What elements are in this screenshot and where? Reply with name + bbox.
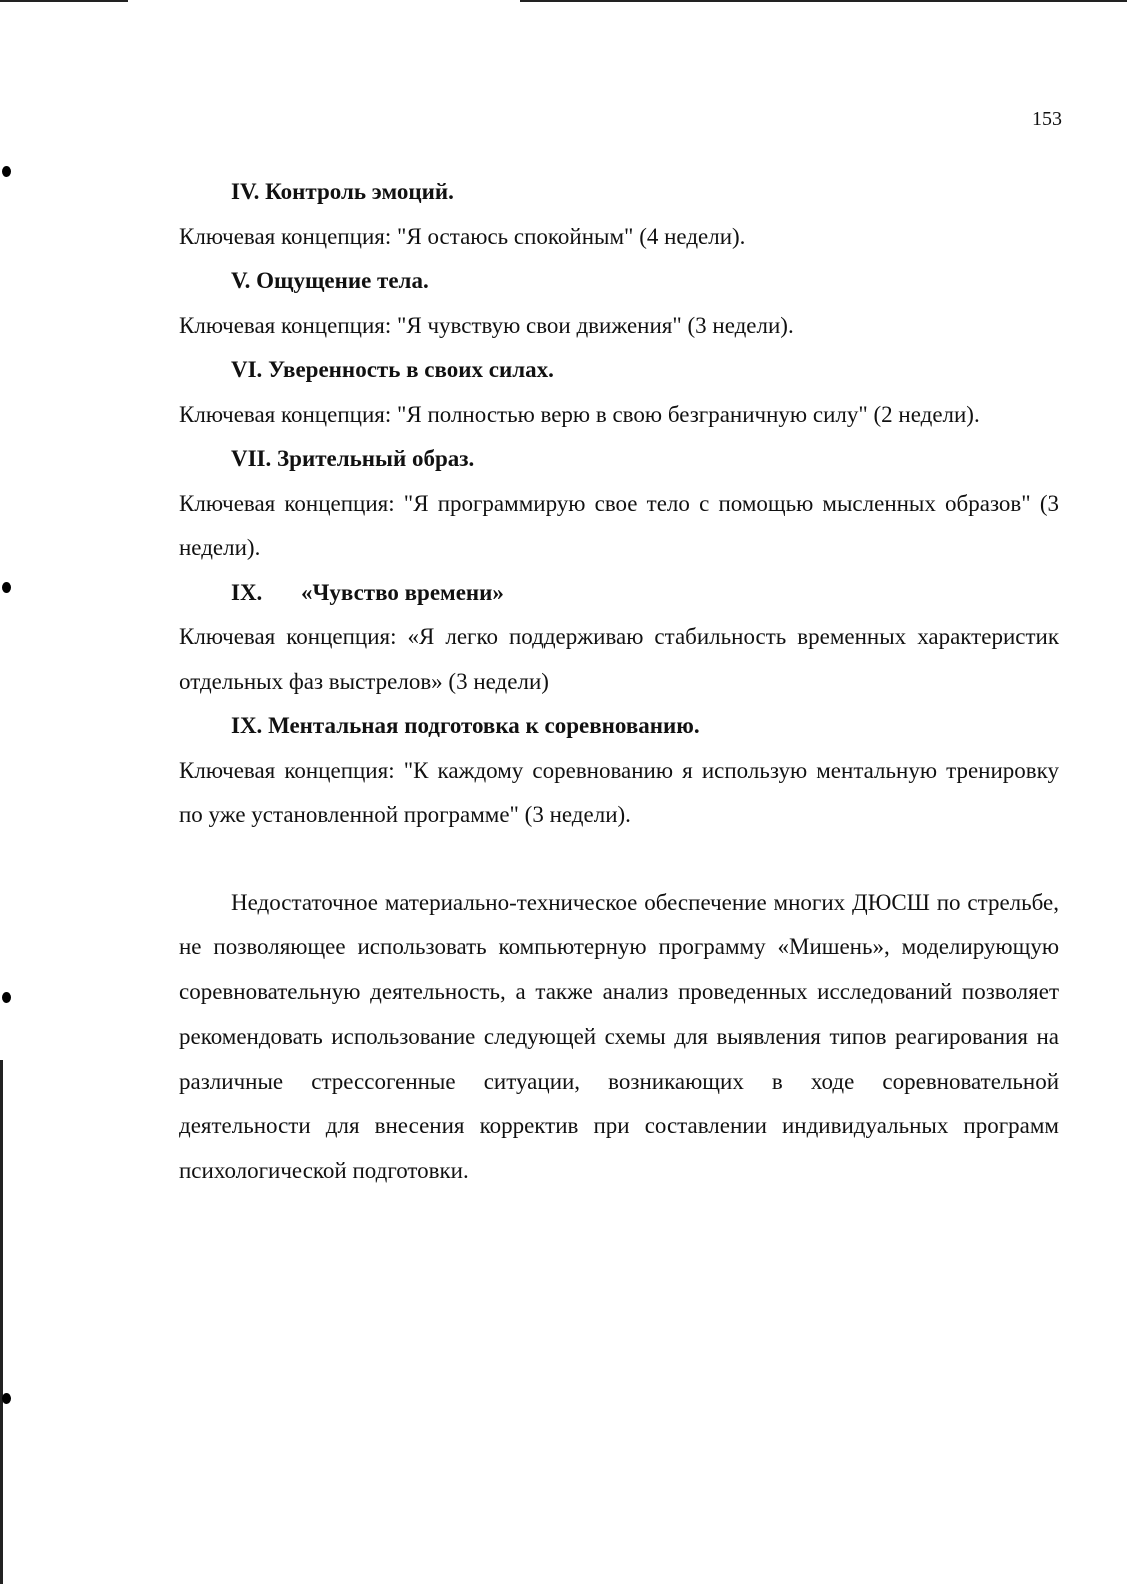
- section-heading: [179, 348, 1059, 393]
- section-title: Контроль эмоций.: [265, 179, 454, 204]
- section-heading: [179, 704, 1059, 749]
- section-title: Ощущение тела.: [256, 268, 429, 293]
- key-concept: Ключевая концепция: "Я полностью верю в свою безграничную силу" (2 недели).: [179, 401, 980, 427]
- punch-hole-mark: [2, 992, 11, 1003]
- key-concept: Ключевая концепция: "Я программирую свое тело с помощью мысленных образов" (3 недели).: [179, 490, 1059, 560]
- scan-top-line-right: [520, 0, 1127, 2]
- document-body: [179, 170, 1059, 1194]
- section-title: Зрительный образ.: [277, 446, 475, 471]
- section-heading: [179, 170, 1059, 215]
- scan-left-edge: [0, 1060, 3, 1584]
- section-heading: [179, 437, 1059, 482]
- section-numeral: IX.: [231, 713, 263, 738]
- key-concept: Ключевая концепция: "Я остаюсь спокойным" (4 недели).: [179, 223, 746, 249]
- scan-top-line-left: [0, 0, 128, 2]
- section-numeral: V.: [231, 268, 251, 293]
- section-numeral: VI.: [231, 357, 263, 382]
- section-title: «Чувство времени»: [301, 579, 504, 605]
- section-title: Уверенность в своих силах.: [268, 357, 554, 382]
- section-numeral: VII.: [231, 446, 272, 471]
- section-heading: [179, 259, 1059, 304]
- body-paragraph: Недостаточное материально-техническое обеспечение многих ДЮСШ по стрельбе, не позволяющее использовать компьютерную программу «Мишень», моделирующую соревновательную деятельность, а также анализ проведенных исследований позволяет рекомендовать использование следующей схемы для выявления типов реагирования на различные стрессогенные ситуации, возникающих в ходе соревновательной деятельности для внесения корректив при составлении индивидуальных программ психологической подготовки.: [179, 889, 1059, 1184]
- page-number: 153: [1032, 108, 1062, 130]
- key-concept: Ключевая концепция: «Я легко поддерживаю стабильность временных характеристик отдельных фаз выстрелов» (3 недели): [179, 624, 1059, 694]
- punch-hole-mark: [2, 582, 11, 593]
- punch-hole-mark: [2, 1393, 11, 1404]
- punch-hole-mark: [2, 166, 11, 177]
- section-numeral: IX.: [231, 579, 263, 605]
- section-heading: [179, 571, 1059, 616]
- key-concept: Ключевая концепция: "К каждому соревнованию я использую ментальную тренировку по уже установленной программе" (3 недели).: [179, 757, 1059, 827]
- section-numeral: IV.: [231, 179, 260, 204]
- key-concept: Ключевая концепция: "Я чувствую свои движения" (3 недели).: [179, 312, 794, 338]
- section-title: Ментальная подготовка к соревнованию.: [268, 713, 700, 738]
